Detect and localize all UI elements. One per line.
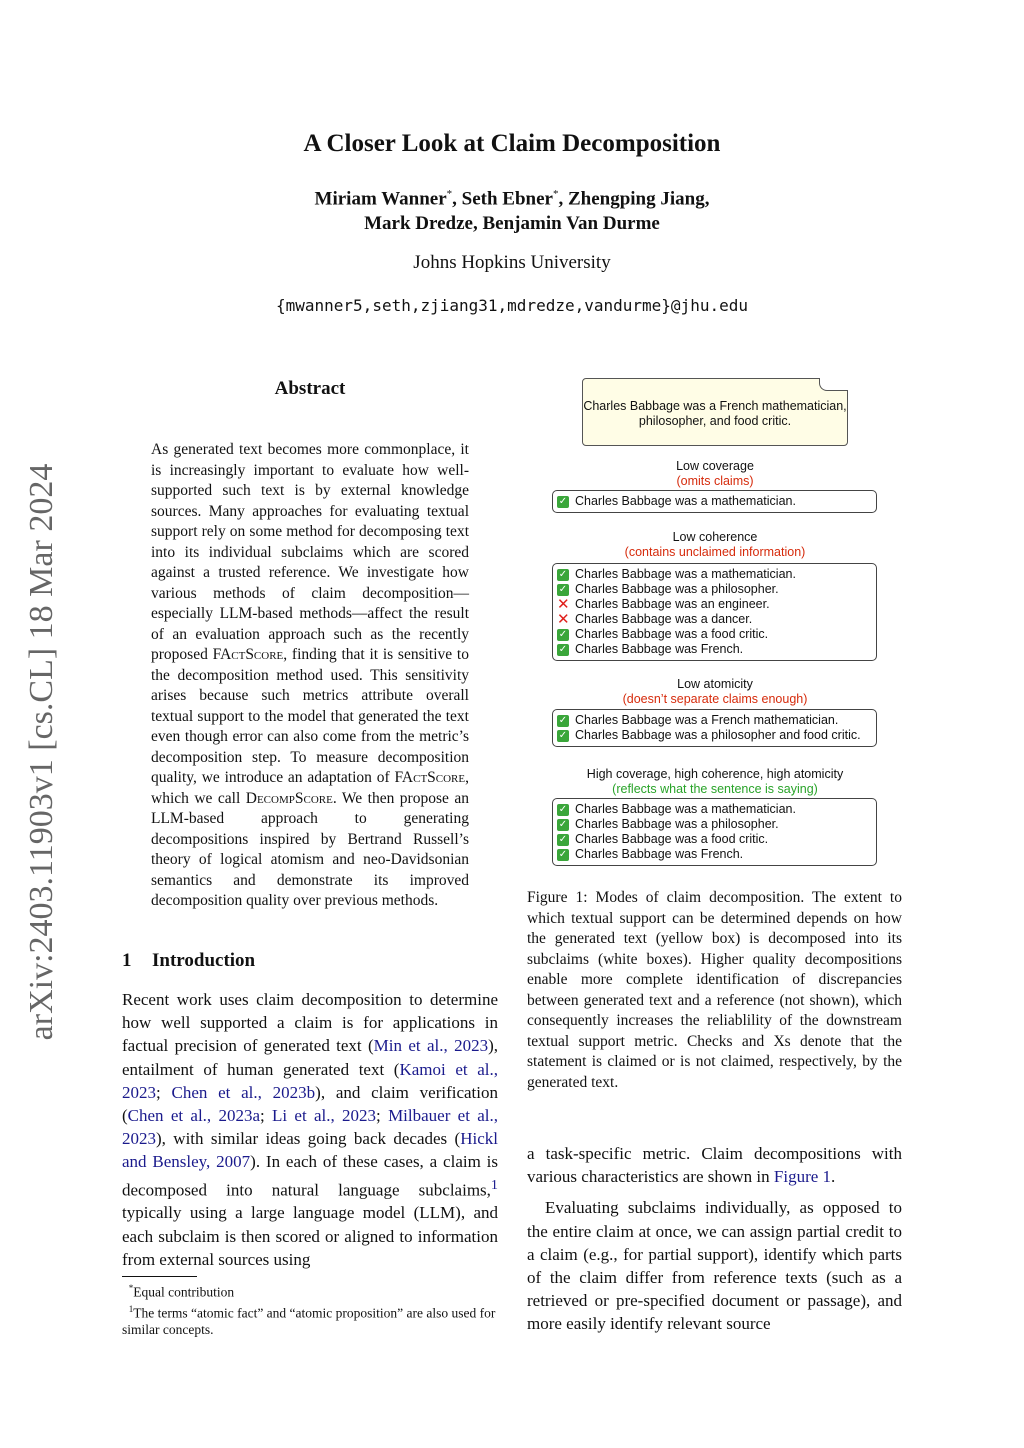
claim-row xyxy=(557,582,876,597)
author-name: Benjamin Van Durme xyxy=(482,213,660,235)
factscore-name: FActScore xyxy=(394,769,466,786)
citation-separator: ; xyxy=(260,1106,273,1126)
citation-link[interactable]: Min et al., 2023 xyxy=(373,1036,489,1056)
claim-row xyxy=(557,832,876,847)
author-name: Zhengping Jiang, xyxy=(567,188,710,210)
claim-text: Charles Babbage was French. xyxy=(575,847,744,861)
decompscore-name: DecompScore xyxy=(245,789,333,807)
claim-text: Charles Babbage was a mathematician. xyxy=(575,494,796,508)
author-emails: {mwanner5,seth,zjiang31,mdredze,vandurme}@jhu.edu xyxy=(275,296,748,315)
abstract-text: . We then propose an LLM-based approach to generating decompositions inspired by Bertrand Russell’s theory of logical atomism and neo-Davidsonian semantics and demonstrate its improved decomposition quality over previous methods. xyxy=(151,789,469,909)
mode-label-high-quality xyxy=(540,767,890,797)
figure-reference-link[interactable]: Figure 1 xyxy=(773,1167,832,1187)
author-separator: , xyxy=(473,213,478,235)
citation-separator: ; xyxy=(376,1106,389,1126)
intro-text: ), entailment of human generated text ( xyxy=(122,1036,498,1079)
mode-label-low-atomicity xyxy=(540,677,890,707)
citation-link[interactable]: Milbauer et al., 2023 xyxy=(122,1106,498,1149)
author-name: Seth Ebner xyxy=(461,188,553,210)
author-separator: , xyxy=(558,188,564,210)
claim-text: Charles Babbage was an engineer. xyxy=(575,597,770,611)
claim-text: Charles Babbage was a mathematician. xyxy=(575,802,796,816)
claim-row xyxy=(557,612,876,627)
claims-box-low-coherence xyxy=(552,563,877,661)
mode-title: High coverage, high coherence, high atomicity xyxy=(586,767,844,781)
claim-text: Charles Babbage was a French mathematician. xyxy=(575,713,839,727)
mode-subtitle: (contains unclaimed information) xyxy=(624,545,806,559)
footnote-rule xyxy=(122,1276,197,1277)
claim-row xyxy=(557,627,876,642)
abstract-heading: Abstract xyxy=(274,378,346,399)
claim-row xyxy=(557,817,876,832)
cross-icon: ✕ xyxy=(557,610,570,628)
paragraph: Evaluating subclaims individually, as opposed to the entire claim at once, we can assign partial credit to a claim (e.g., for partial support), identify which parts of the claim differ from reference texts (such as a retrieved or pre-specified document or passage), and more easily identify relevant source xyxy=(527,1198,902,1334)
abstract-text: As generated text becomes more commonplace, it is increasingly important to evaluate how well-supported such text is by external knowledge sources. Many approaches for evaluating textual support rely on some method for decomposing text into its individual subclaims which are scored against a trusted reference. We investigate how various methods of claim decomposition—especially LLM-based methods—affect the result of an evaluation approach such as the recently proposed xyxy=(151,441,469,663)
right-column-body xyxy=(527,1142,902,1336)
mode-label-low-coherence xyxy=(540,530,890,560)
footnote xyxy=(122,1301,498,1339)
mode-subtitle: (reflects what the sentence is saying) xyxy=(612,782,818,796)
mode-label-low-coverage xyxy=(540,459,890,489)
folded-corner xyxy=(819,378,848,391)
claim-row xyxy=(557,847,876,862)
mode-title: Low coherence xyxy=(672,530,758,544)
check-icon: ✓ xyxy=(558,583,568,595)
claim-text: Charles Babbage was a dancer. xyxy=(575,612,753,626)
intro-text: typically using a large language model (LLM), and each subclaim is then scored or aligned to information from external sources using xyxy=(122,1203,498,1269)
footnotes xyxy=(122,1280,498,1338)
section-title: Introduction xyxy=(152,950,256,971)
citation-link[interactable]: Chen et al., 2023a xyxy=(127,1106,261,1126)
introduction-body xyxy=(122,988,498,1271)
paper-title: A Closer Look at Claim Decomposition xyxy=(303,130,721,157)
equal-contribution-mark: * xyxy=(446,188,453,200)
check-icon: ✓ xyxy=(558,628,568,640)
claim-row xyxy=(557,597,876,612)
factscore-name: FActScore xyxy=(212,646,284,663)
claim-text: Charles Babbage was a philosopher and food critic. xyxy=(575,728,861,742)
intro-text: ), and claim verification ( xyxy=(122,1082,498,1126)
check-icon: ✓ xyxy=(558,803,568,815)
check-icon: ✓ xyxy=(558,833,568,845)
generated-text: Charles Babbage was a French mathematician, philosopher, and food critic. xyxy=(583,399,847,428)
check-icon: ✓ xyxy=(558,714,568,726)
citation-link[interactable]: Chen et al., 2023b xyxy=(171,1082,316,1102)
abstract-body xyxy=(151,440,469,912)
author-separator: , xyxy=(452,188,457,210)
intro-text: Recent work uses claim decomposition to determine how well supported a claim is for applications in factual precision of generated text ( xyxy=(122,990,498,1056)
claim-text: Charles Babbage was a philosopher. xyxy=(575,817,779,831)
body-text: . xyxy=(831,1167,836,1187)
claim-row xyxy=(557,713,876,728)
claim-row xyxy=(557,802,876,817)
author-list xyxy=(0,182,1024,236)
author-name: Miriam Wanner xyxy=(314,188,447,210)
check-icon: ✓ xyxy=(558,818,568,830)
mode-title: Low atomicity xyxy=(677,677,753,691)
check-icon: ✓ xyxy=(558,495,568,507)
claim-row xyxy=(557,567,876,582)
claim-text: Charles Babbage was a philosopher. xyxy=(575,582,779,596)
claims-box-low-atomicity xyxy=(552,709,877,747)
footnote-link[interactable]: 1 xyxy=(490,1176,498,1193)
footnote-mark: 1 xyxy=(128,1303,134,1314)
paragraph xyxy=(527,1142,902,1188)
citation-separator: ; xyxy=(156,1082,172,1102)
intro-text: ), with similar ideas going back decades ( xyxy=(156,1129,461,1149)
section-number: 1 xyxy=(122,950,132,971)
check-icon: ✓ xyxy=(558,729,568,741)
author-name: Mark Dredze xyxy=(364,213,473,235)
claim-row xyxy=(557,494,876,509)
cross-icon: ✕ xyxy=(557,595,570,613)
affiliation: Johns Hopkins University xyxy=(413,252,611,273)
footnote-mark: * xyxy=(128,1283,134,1293)
footnote xyxy=(122,1280,498,1301)
abstract-text: , which we call xyxy=(151,769,469,807)
citation-link[interactable]: Hickl and Bensley, 2007 xyxy=(122,1129,498,1172)
abstract-text: , finding that it is sensitive to the decomposition method used. This sensitivity arises because such metrics attribute overall textual support to the model that generated the text even though error can also come from the metric’s decomposition step. To measure decomposition quality, we introduce an adaptation of xyxy=(151,646,469,786)
claims-box-high-quality xyxy=(552,798,877,866)
claim-text: Charles Babbage was French. xyxy=(575,642,744,656)
generated-text-box xyxy=(582,378,848,446)
figure-1 xyxy=(540,372,890,872)
citation-link[interactable]: Kamoi et al., 2023 xyxy=(122,1059,498,1102)
check-icon: ✓ xyxy=(558,568,568,580)
claim-text: Charles Babbage was a food critic. xyxy=(575,627,769,641)
claim-row xyxy=(557,728,876,743)
citation-link[interactable]: Li et al., 2023 xyxy=(272,1106,377,1126)
intro-text: ). In each of these cases, a claim is decomposed into natural language subclaims, xyxy=(122,1152,498,1200)
mode-subtitle: (omits claims) xyxy=(676,474,754,488)
claim-text: Charles Babbage was a food critic. xyxy=(575,832,769,846)
footnote-text: Equal contribution xyxy=(133,1284,235,1300)
mode-title: Low coverage xyxy=(676,459,754,473)
figure-caption: Figure 1: Modes of claim decomposition. The extent to which textual support can be determined depends on how the generated text (yellow box) is decomposed into its subclaims (white boxes). Higher quality decompositions enable more complete identification of discrepancies between generated text and a reference (not shown), which consequently increases the reliablility of the downstream textual support metric. Checks and Xs denote that the statement is claimed or is not claimed, respectively, by the generated text. xyxy=(527,889,902,1091)
mode-subtitle: (doesn’t separate claims enough) xyxy=(622,692,808,706)
claim-row xyxy=(557,642,876,657)
claims-box-low-coverage xyxy=(552,490,877,513)
check-icon: ✓ xyxy=(558,643,568,655)
equal-contribution-mark: * xyxy=(552,188,559,200)
section-heading-introduction xyxy=(122,950,255,972)
claim-text: Charles Babbage was a mathematician. xyxy=(575,567,796,581)
body-text: a task-specific metric. Claim decompositions with various characteristics are shown in xyxy=(527,1144,902,1187)
check-icon: ✓ xyxy=(558,848,568,860)
footnote-text: The terms “atomic fact” and “atomic proposition” are also used for similar concepts. xyxy=(122,1305,496,1337)
arxiv-stamp: arXiv:2403.11903v1 [cs.CL] 18 Mar 2024 xyxy=(23,463,60,1041)
